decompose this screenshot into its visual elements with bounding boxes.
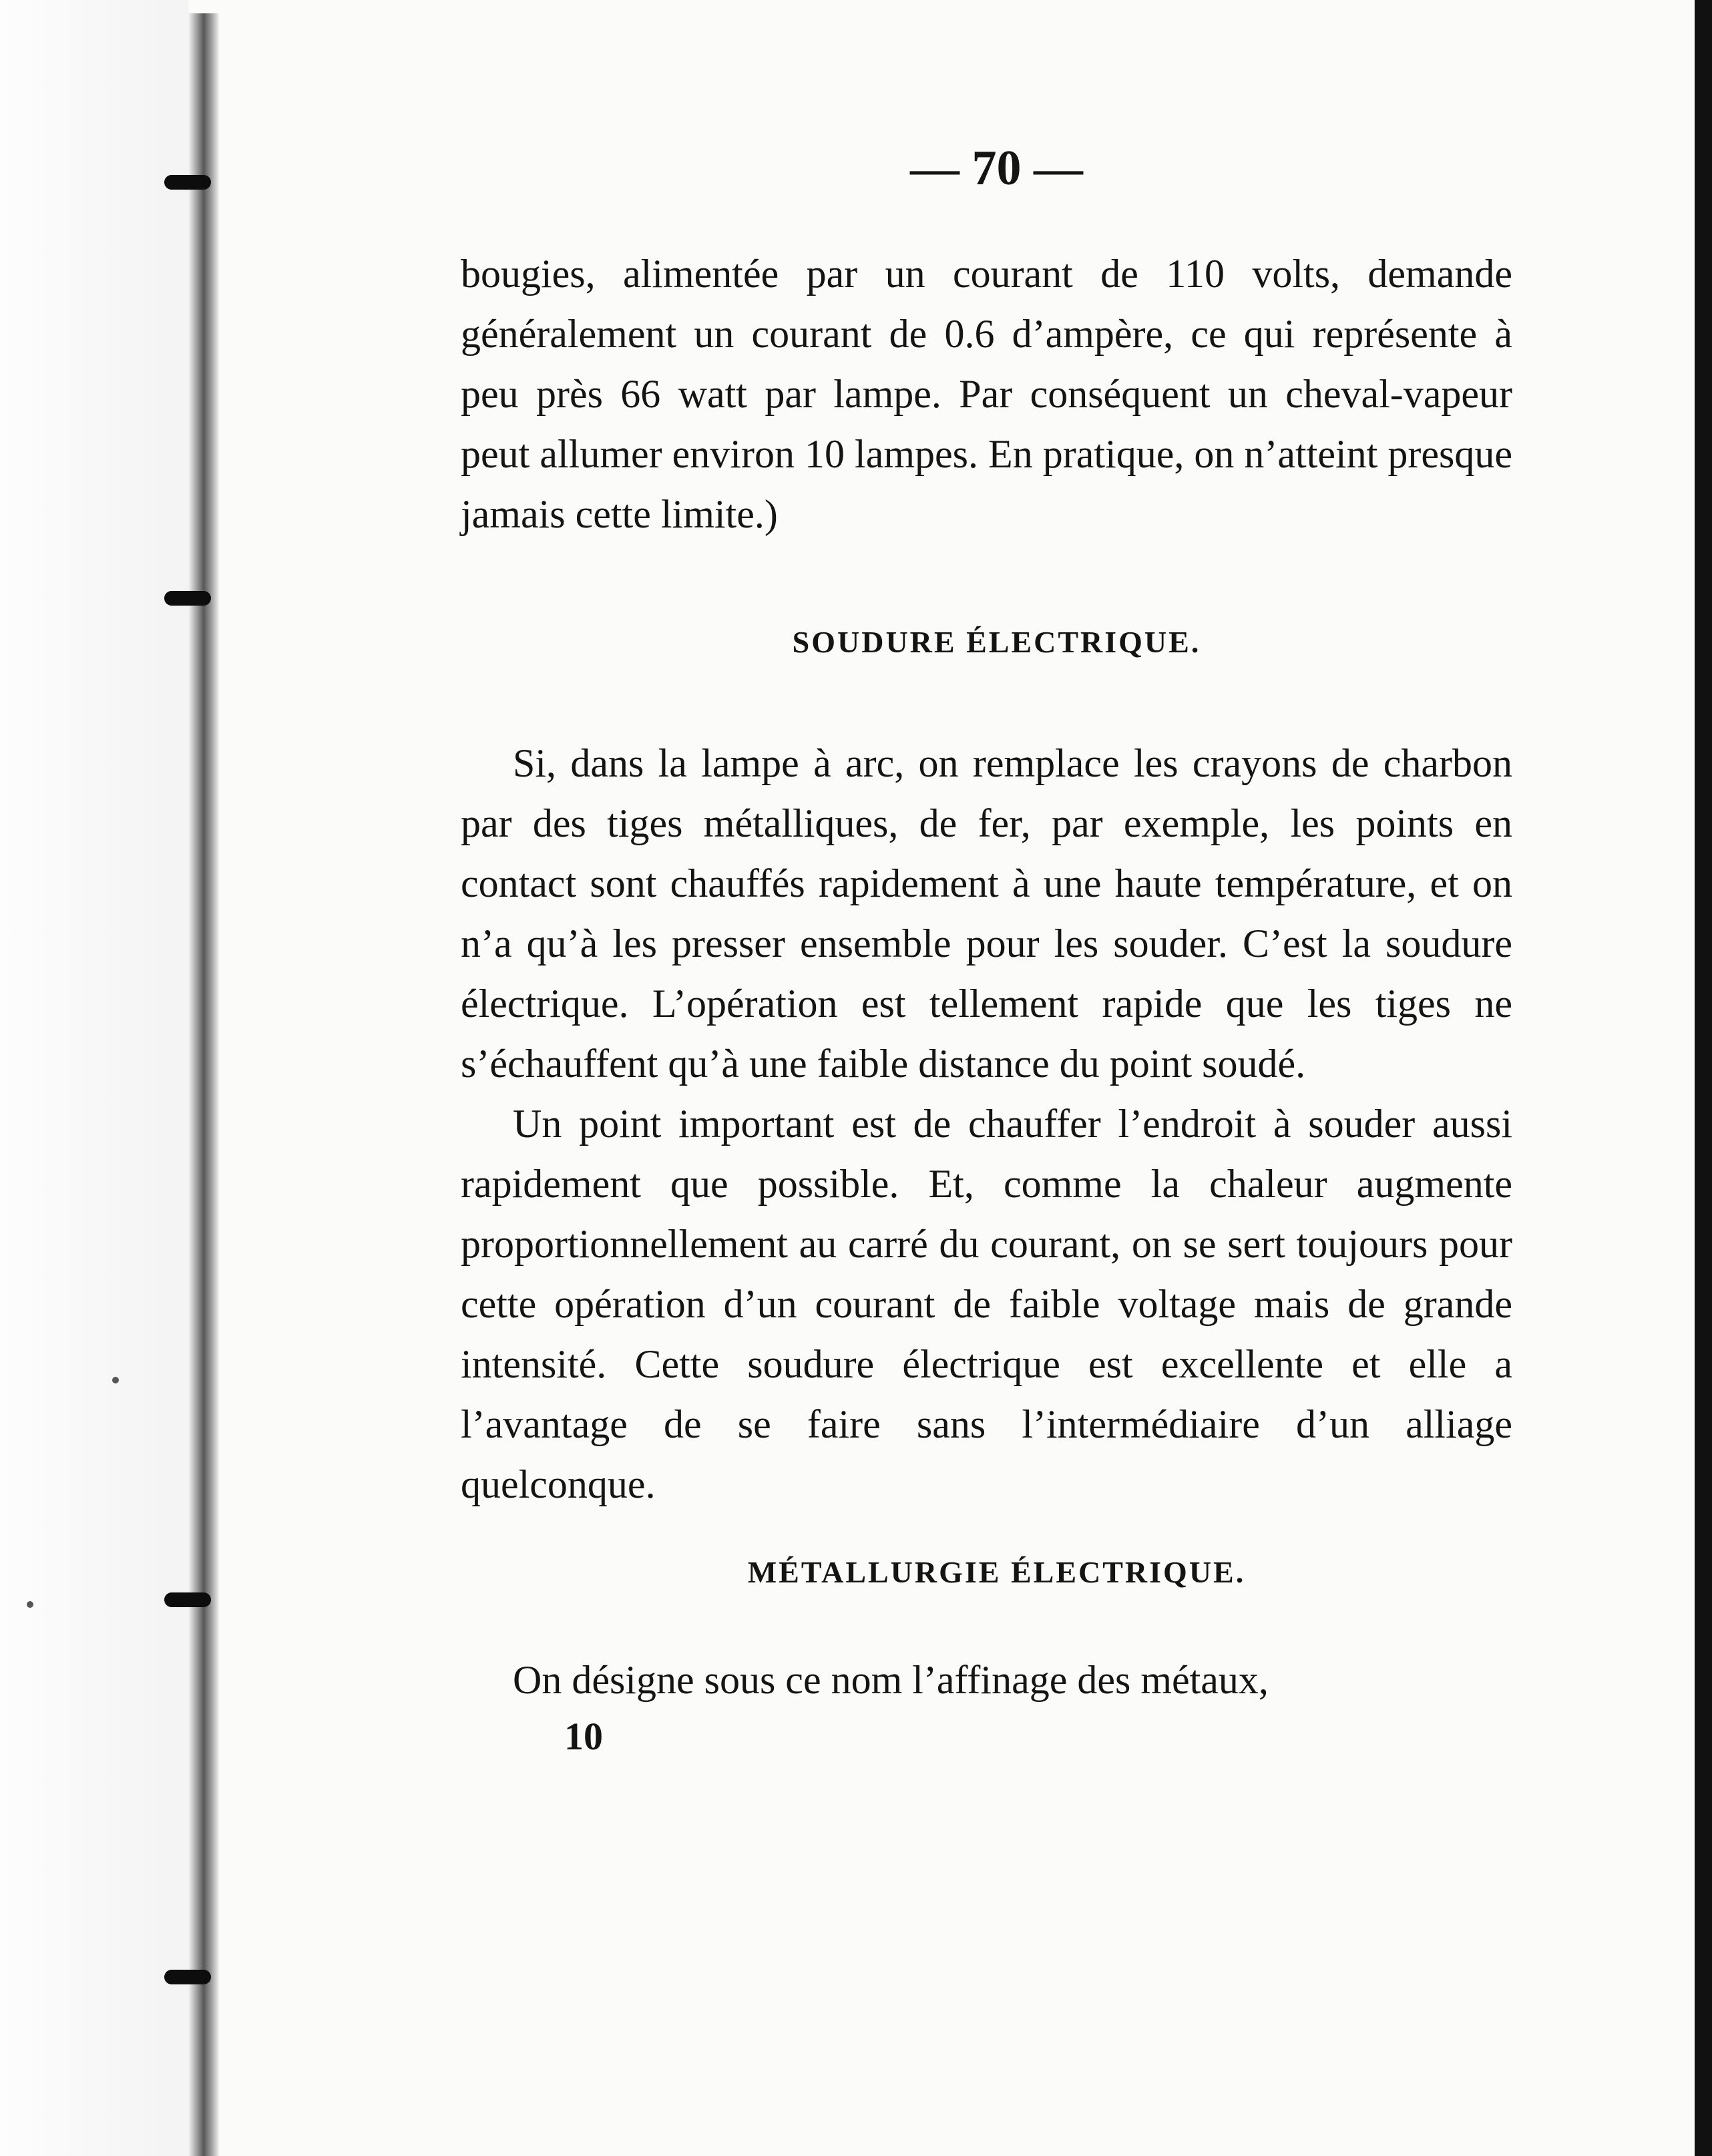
left-margin xyxy=(0,0,188,2156)
section-heading-soudure: SOUDURE ÉLECTRIQUE. xyxy=(792,625,1201,659)
paragraph: Si, dans la lampe à arc, on remplace les crayons de charbon par des tiges métalliques, de fer, par exemple, les points en contact sont chauffés rapidement à une haute température, et on n’a qu’à les presser ensemble pour les souder. C’est la soudure électrique. L’opération est tellement rapide que les tiges ne s’échauffent qu’à une faible distance du point soudé. xyxy=(461,741,1512,1086)
scan-speck xyxy=(112,1377,119,1383)
binding-stitch xyxy=(164,1592,211,1607)
signature-mark: 10 xyxy=(564,1715,603,1758)
section-heading-metallurgie: MÉTALLURGIE ÉLECTRIQUE. xyxy=(747,1555,1246,1589)
page-edge-shadow xyxy=(1695,0,1712,2156)
page-number: — 70 — xyxy=(910,141,1083,196)
binding-stitch xyxy=(164,591,211,606)
paragraph-continuation: bougies, alimentée par un courant de 110 volts, demande généralement un courant de 0.6 d’ampère, ce qui représente à peu près 66 watt par lampe. Par conséquent un cheval-vapeur peut allumer environ 10 lampes. En pratique, on n’atteint presque jamais cette limite.) xyxy=(461,252,1512,536)
scan-speck xyxy=(27,1601,33,1608)
paragraph: Un point important est de chauffer l’endroit à souder aussi rapidement que possible. Et, comme la chaleur augmente proportionnellement au carré du courant, on se sert toujours pour cette opération d’un courant de faible voltage mais de grande intensité. Cette soudure électrique est excellente et elle a l’avantage de se faire sans l’intermédiaire d’un alliage quelconque. xyxy=(461,1102,1512,1506)
book-binding xyxy=(188,13,219,2156)
text-block xyxy=(461,140,1512,1763)
binding-stitch xyxy=(164,1970,211,1984)
binding-stitch xyxy=(164,175,211,190)
paragraph: On désigne sous ce nom l’affinage des métaux, xyxy=(513,1658,1269,1702)
